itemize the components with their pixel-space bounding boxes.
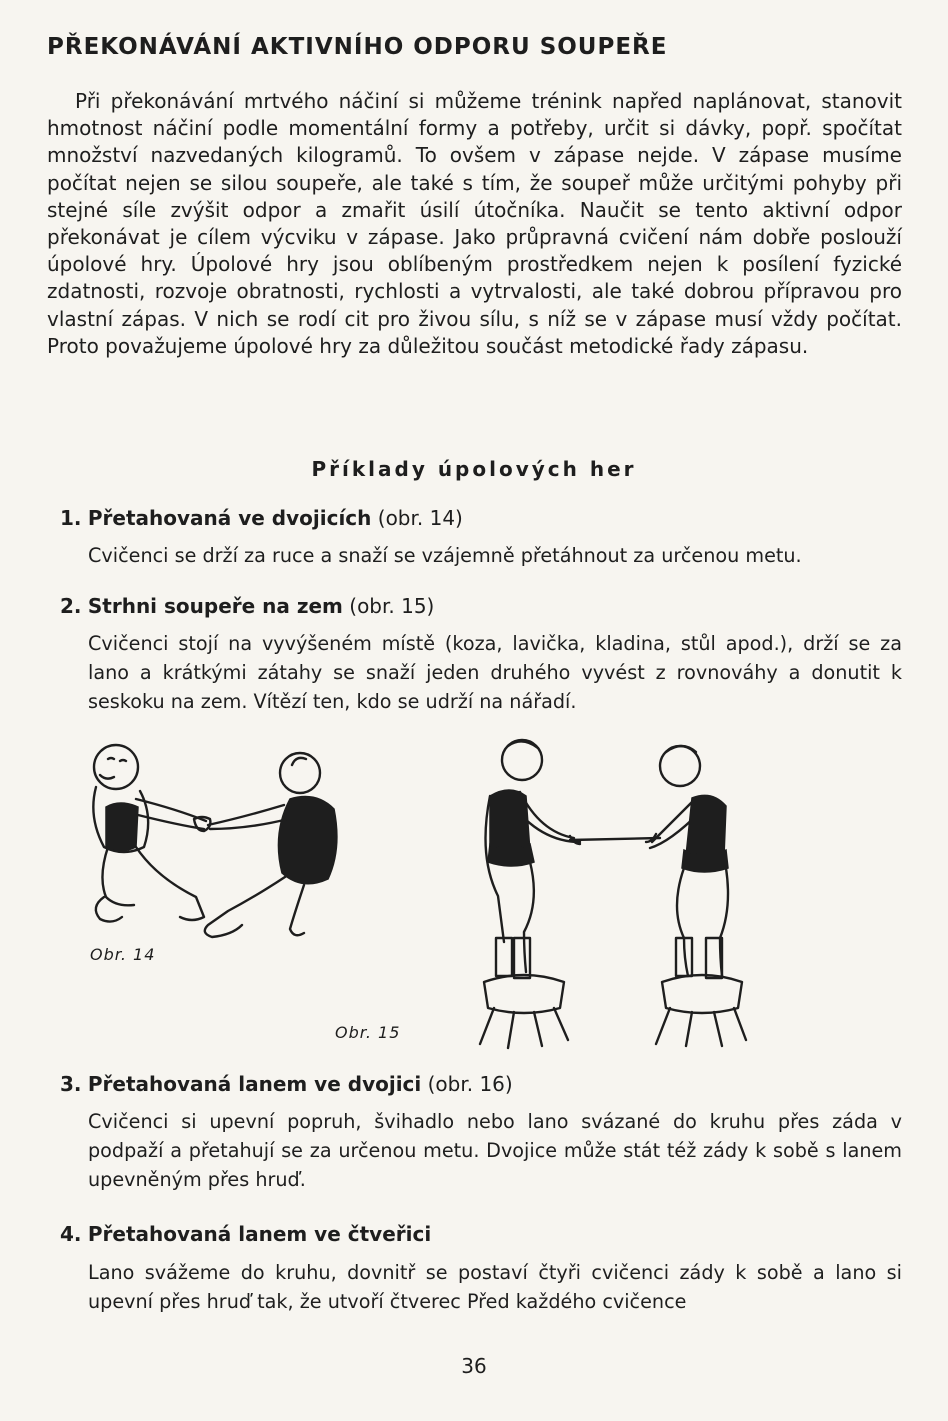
item-1-text: Cvičenci se drží za ruce a snaží se vzájemně přetáhnout za určenou metu. [88,544,802,567]
item-2-ref: (obr. 15) [349,594,435,618]
item-2-name: Strhni soupeře na zem [87,594,343,618]
item-2-title [60,594,434,618]
section-subheading: Příklady úpolových her [311,457,637,481]
item-1-name: Přetahovaná ve dvojicích [87,506,372,530]
item-3-text: Cvičenci si upevní popruh, švihadlo nebo lano svázané do kruhu přes záda v podpaží a přetahují se za určenou metu. Dvojice může stát též zády k sobě s lanem upevněným přes hruď. [88,1110,902,1191]
item-3-name: Přetahovaná lanem ve dvojici [87,1072,422,1096]
item-4-name: Přetahovaná lanem ve čtveřici [87,1222,432,1246]
figure-15-illustration [430,732,780,1052]
page-number: 36 [461,1354,487,1378]
item-1-number: 1. [60,506,82,530]
item-4-title [60,1222,431,1246]
item-4-number: 4. [60,1222,82,1246]
item-4-text: Lano svážeme do kruhu, dovnitř se postaví čtyři cvičenci zády k sobě a lano si upevní přes hruď tak, že utvoří čtverec Před každého cvičence [88,1261,902,1313]
page-heading: PŘEKONÁVÁNÍ AKTIVNÍHO ODPORU SOUPEŘE [47,34,668,60]
item-3-ref: (obr. 16) [427,1072,513,1096]
item-3-title [60,1072,513,1096]
item-2-number: 2. [60,594,82,618]
intro-paragraph: Při překonávání mrtvého náčiní si můžeme trénink napřed naplánovat, stanovit hmotnost náčiní podle momentální formy a potřeby, určit si dávky, popř. spočítat množství nazvedaných kilogramů. To ovšem v zápase nejde. V zápase musíme počítat nejen se silou soupeře, ale také s tím, že soupeř může určitými pohyby při stejné síle zvýšit odpor a zmařit úsilí útočníka. Naučit se tento aktivní odpor překonávat je cílem výcviku v zápase. Jako průpravná cvičení nám dobře poslouží úpolové hry. Úpolové hry jsou oblíbeným prostředkem nejen k posílení fyzické zdatnosti, rozvoje obratnosti, rychlosti a vytrvalosti, ale také dobrou přípravou pro vlastní zápas. V nich se rodí cit pro živou sílu, s níž se v zápase musí vždy počítat. Proto považujeme úpolové hry za důležitou součást metodické řady zápasu. [47,89,902,358]
item-1-ref: (obr. 14) [377,506,463,530]
item-1-title [60,506,463,530]
figure-14-caption: Obr. 14 [90,945,156,964]
figure-14-illustration [78,735,358,940]
figure-15-caption: Obr. 15 [335,1023,401,1042]
item-3-number: 3. [60,1072,82,1096]
item-2-text: Cvičenci stojí na vyvýšeném místě (koza, lavička, kladina, stůl apod.), drží se za lano a krátkými zátahy se snaží jeden druhého vyvést z rovnováhy a donutit k seskoku na zem. Vítězí ten, kdo se udrží na nářadí. [88,632,902,713]
